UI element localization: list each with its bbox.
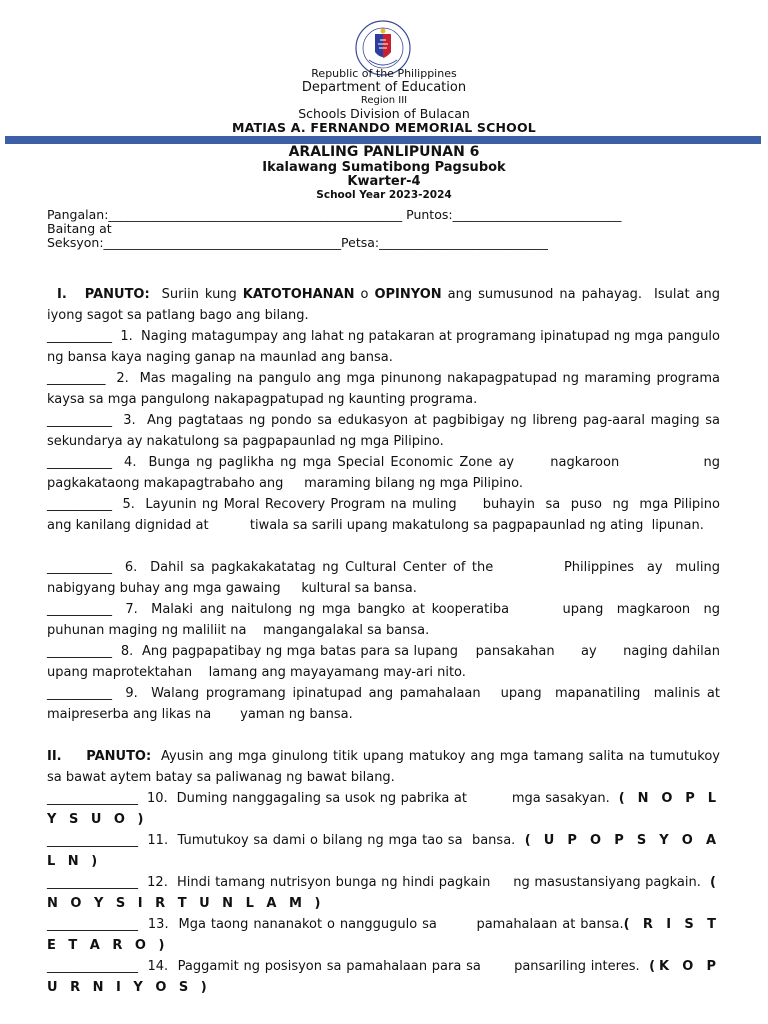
item-14-text: ______________ 14. Paggamit ng posisyon sa pamahalaan para sa pansariling interes. — [47, 959, 650, 974]
part2-item-14 — [47, 956, 729, 998]
part1-text-a: Suriin kung — [161, 287, 237, 302]
item-12-jumbled: ( N O Y S I R T U N L A M ) — [47, 875, 729, 911]
item-10-text: ______________ 10. Duming nanggagaling sa usok ng pabrika at mga sasakyan. — [47, 791, 619, 806]
grade-label: Baitang at — [47, 221, 112, 236]
department-line: Department of Education — [301, 80, 467, 95]
part1-item-1: __________ 1. Naging matagumpay ang lahat ng patakaran at programang ipinatupad ng mga pangulo ng bansa kaya naging ganap na maunlad ang bansa. — [47, 329, 725, 365]
part1-label: PANUTO: — [84, 287, 150, 302]
part1-item-2: _________ 2. Mas magaling na pangulo ang mga pinunong nakapagpatupad ng maraming programa kaysa sa mga pangulong nakapagpatupad ng kaunting programa. — [47, 371, 725, 407]
part1-item-8: __________ 8. Ang pagpapatibay ng mga batas para sa lupang pansakahan ay naging dahilan upang maprotektahan lamang ang mayayamang may-ari nito. — [47, 644, 725, 680]
part2-number: II. — [47, 749, 62, 764]
test-title: Ikalawang Sumatibong Pagsubok — [262, 160, 506, 175]
item-14-jumbled: (K O P U R N I Y O S ) — [47, 959, 729, 995]
part2-item-10 — [47, 788, 729, 830]
item-10-jumbled: ( N O P L Y S U O ) — [47, 791, 729, 827]
part2-label: PANUTO: — [86, 749, 152, 764]
part2-item-12 — [47, 872, 729, 914]
part1-item-6: __________ 6. Dahil sa pagkakakatatag ng Cultural Center of the Philippines ay muling nabigyang buhay ang mga gawaing kultural sa bansa. — [47, 560, 725, 596]
section-date-line: Seksyon:______________________________________Petsa:___________________________ — [47, 235, 548, 250]
part1-item-7: __________ 7. Malaki ang naitulong ng mga bangko at kooperatiba upang magkaroon ng puhunan maging ng maliliit na mangangalakal sa bansa. — [47, 602, 725, 638]
republic-line: Republic of the Philippines — [311, 67, 457, 80]
keyword-opinyon: OPINYON — [374, 287, 442, 302]
school-year: School Year 2023-2024 — [316, 189, 452, 201]
part2-text: Ayusin ang mga ginulong titik upang matukoy ang mga tamang salita na tumutukoy sa bawat aytem batay sa paliwanag ng bawat bilang. — [47, 749, 725, 785]
school-name: MATIAS A. FERNANDO MEMORIAL SCHOOL — [232, 120, 536, 135]
part2-instructions — [47, 746, 725, 788]
part2-item-13 — [47, 914, 729, 956]
part1-instructions — [47, 284, 725, 326]
item-13-text: ______________ 13. Mga taong nananakot o nanggugulo sa pamahalaan at bansa. — [47, 917, 624, 932]
name-score-line: Pangalan:_______________________________________________ Puntos:___________________________ — [47, 207, 622, 222]
item-13-jumbled: ( R I S T E T A R O ) — [47, 917, 729, 953]
part1-number: I. — [57, 287, 67, 302]
item-12-text: ______________ 12. Hindi tamang nutrisyon bunga ng hindi pagkain ng masustansiyang pagkain. — [47, 875, 711, 890]
keyword-katotohanan: KATOTOHANAN — [242, 287, 355, 302]
region-line: Region III — [360, 95, 408, 106]
part1-item-3: __________ 3. Ang pagtataas ng pondo sa edukasyon at pagbibigay ng libreng pag-aaral maging sa sekundarya ay nakatulong sa pagpapaunlad ng mga Pilipino. — [47, 413, 725, 449]
part1-text-c: ang sumusunod na pahayag. Isulat ang iyong sagot sa patlang bago ang bilang. — [47, 287, 725, 323]
subject-title: ARALING PANLIPUNAN 6 — [288, 144, 480, 160]
part2-item-11 — [47, 830, 729, 872]
part1-item-4: __________ 4. Bunga ng paglikha ng mga Special Economic Zone ay nagkaroon ng pagkakataong makapagtrabaho ang maraming bilang ng mga Pilipino. — [47, 455, 725, 491]
quarter-title: Kwarter-4 — [347, 174, 421, 189]
division-line: Schools Division of Bulacan — [298, 106, 470, 121]
part1-text-b: o — [360, 287, 369, 302]
part1-item-9: __________ 9. Walang programang ipinatupad ang pamahalaan upang mapanatiling malinis at maipreserba ang likas na yaman ng bansa. — [47, 686, 725, 722]
student-info-fields — [47, 208, 621, 250]
header-divider — [5, 136, 761, 144]
item-11-text: ______________ 11. Tumutukoy sa dami o bilang ng mga tao sa bansa. — [47, 833, 525, 848]
part1-item-5: __________ 5. Layunin ng Moral Recovery Program na muling buhayin sa puso ng mga Pilipino ang kanilang dignidad at tiwala sa sarili upang makatulong sa pagpapaunlad ng ating lipunan. — [47, 497, 725, 533]
item-11-jumbled: ( U P O P S Y O A L N ) — [47, 833, 729, 869]
